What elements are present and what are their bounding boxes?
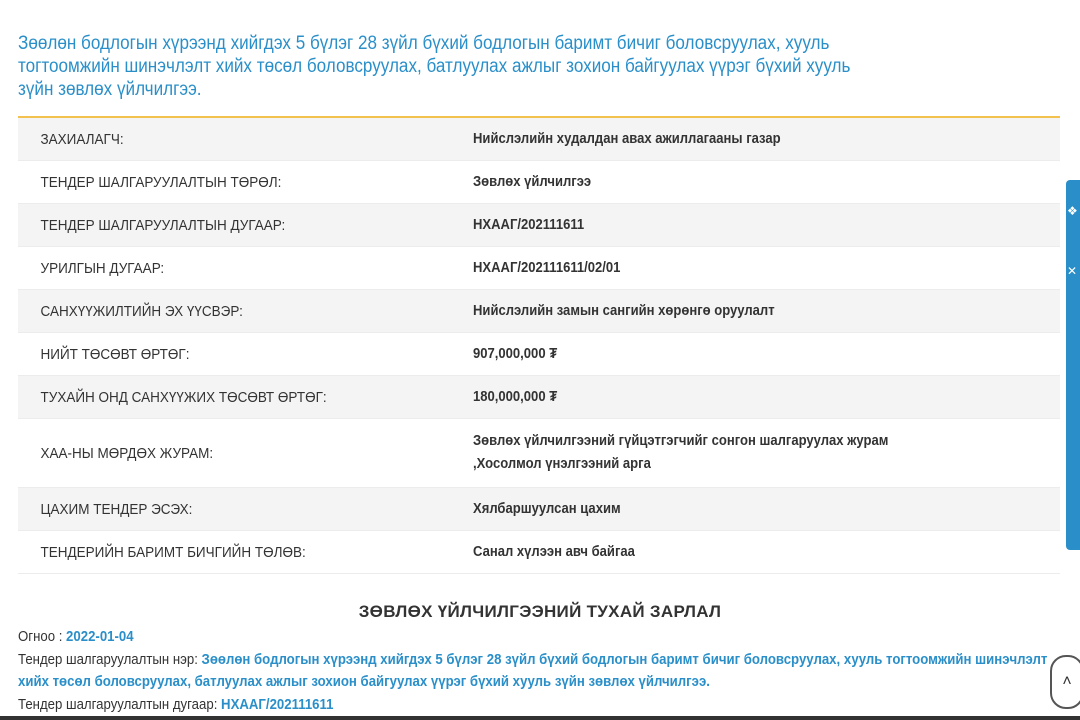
tender-name-value: Зөөлөн бодлогын хүрээнд хийгдэх 5 бүлэг 28 зүйл бүхий бодлогын баримт бичиг боловсруулах, хууль тогтоомжийн шинэчлэлт хийх төсөл боловсруулах, батлуулах ажлыг зохион байгуулах үүрэг бүхий хууль зүйн зөвлөх үйлчилгээ.: [18, 650, 1048, 690]
row-value: Нийслэлийн худалдан авах ажиллагааны газар: [473, 130, 781, 147]
tender-number-label: Тендер шалгаруулалтын дугаар:: [18, 695, 222, 713]
scroll-top-button[interactable]: [1050, 655, 1080, 709]
share-side-tab[interactable]: [1066, 180, 1080, 550]
announcement-details: [18, 626, 1058, 716]
table-row: [18, 333, 1060, 376]
date-value: 2022-01-04: [66, 628, 134, 645]
table-row: [18, 161, 1060, 204]
date-label: Огноо :: [18, 628, 67, 645]
row-value: НХААГ/202111611: [473, 216, 585, 233]
row-value: 907,000,000 ₮: [473, 345, 558, 362]
row-value: 180,000,000 ₮: [473, 388, 558, 405]
row-label: УРИЛГЫН ДУГААР:: [40, 259, 165, 277]
tender-name-label: Тендер шалгаруулалтын нэр:: [18, 650, 202, 668]
row-label: НИЙТ ТӨСӨВТ ӨРТӨГ:: [40, 345, 190, 363]
row-label: ТЕНДЕР ШАЛГАРУУЛАЛТЫН ДУГААР:: [40, 216, 286, 234]
tender-number-line: [18, 694, 1056, 717]
bottom-bar: [0, 716, 1080, 720]
row-label: ТУХАЙН ОНД САНХҮҮЖИХ ТӨСӨВТ ӨРТӨГ:: [40, 388, 327, 406]
row-label: САНХҮҮЖИЛТИЙН ЭХ ҮҮСВЭР:: [40, 302, 243, 320]
tender-info-table: [18, 116, 1060, 574]
page-title: Зөөлөн бодлогын хүрээнд хийгдэх 5 бүлэг 28 зүйл бүхий бодлогын баримт бичиг боловсруулах, хууль тогтоомжийн шинэчлэлт хийх төсөл боловсруулах, батлуулах ажлыг зохион байгуулах үүрэг бүхий хууль зүйн зөвлөх үйлчилгээ.: [18, 33, 851, 100]
row-label: ТЕНДЕР ШАЛГАРУУЛАЛТЫН ТӨРӨЛ:: [40, 173, 282, 191]
row-value: Зөвлөх үйлчилгээ: [473, 173, 592, 190]
row-value: Зөвлөх үйлчилгээний гүйцэтгэгчийг сонгон шалгаруулах журам ,Хосолмол үнэлгээний арга: [473, 433, 889, 472]
table-row: [18, 290, 1060, 333]
tender-number-value: НХААГ/202111611: [221, 695, 334, 713]
table-row: [18, 488, 1060, 531]
tender-name-line: [18, 649, 1056, 694]
row-value: Санал хүлээн авч байгаа: [473, 543, 635, 560]
announcement-heading: ЗӨВЛӨХ ҮЙЛЧИЛГЭЭНИЙ ТУХАЙ ЗАРЛАЛ: [358, 602, 722, 621]
link-icon: ✕: [1067, 264, 1078, 278]
table-row: [18, 531, 1060, 574]
row-value: Нийслэлийн замын сангийн хөрөнгө оруулалт: [473, 302, 775, 319]
table-row: [18, 247, 1060, 290]
row-label: ЗАХИАЛАГЧ:: [40, 130, 124, 148]
date-line: [18, 626, 1056, 649]
table-row: [18, 419, 1060, 488]
row-label: ЦАХИМ ТЕНДЕР ЭСЭХ:: [40, 500, 193, 518]
table-row: [18, 118, 1060, 161]
row-value: Хялбаршуулсан цахим: [473, 500, 621, 517]
table-row: [18, 204, 1060, 247]
row-label: ХАА-НЫ МӨРДӨХ ЖУРАМ:: [40, 444, 214, 462]
row-value: НХААГ/202111611/02/01: [473, 259, 621, 276]
row-label: ТЕНДЕРИЙН БАРИМТ БИЧГИЙН ТӨЛӨВ:: [40, 543, 306, 561]
table-row: [18, 376, 1060, 419]
share-icon: ❖: [1067, 204, 1078, 218]
chevron-up-icon: ˄: [1062, 673, 1072, 690]
